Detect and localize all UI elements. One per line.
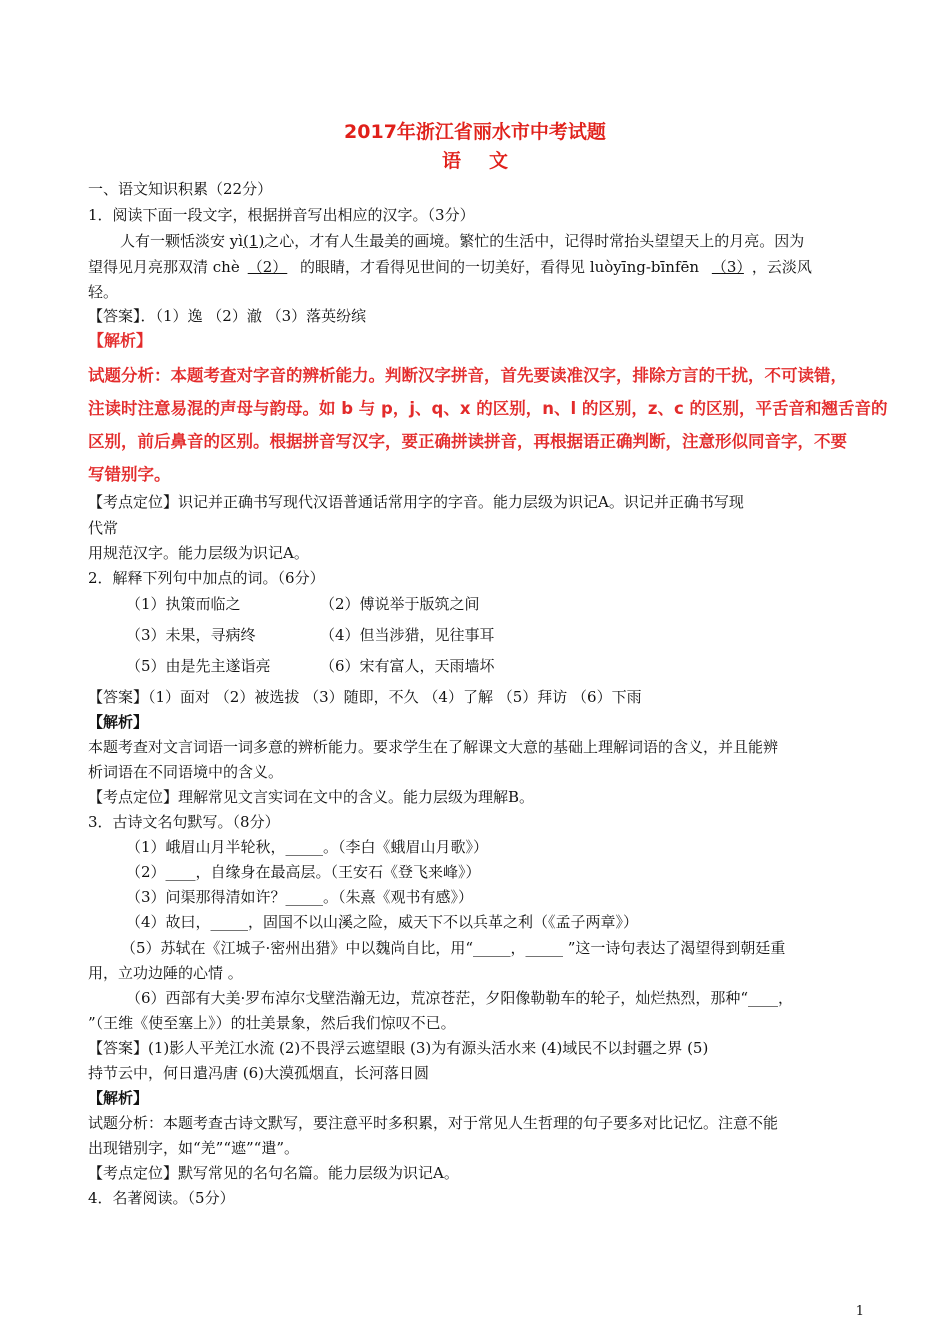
q2-analysis: 析词语在不同语境中的含义。 xyxy=(88,763,284,781)
q3-stem: 3．古诗文名句默写。（8分） xyxy=(88,813,280,831)
subject-title: 语文 xyxy=(441,150,536,172)
q3-analysis-heading: 【解析】 xyxy=(88,1089,149,1107)
q1-analysis-line: 写错别字。 xyxy=(88,465,171,484)
exam-title: 2017年浙江省丽水市中考试题 xyxy=(344,121,606,143)
q1-blank-3: （3） xyxy=(711,258,744,276)
q2-answer: 【答案】（1）面对 （2）被选拔 （3）随即，不久 （4）了解 （5）拜访 （6）下雨 xyxy=(88,688,642,706)
q2-stem: 2．解释下列句中加点的词。（6分） xyxy=(88,569,325,587)
q1-analysis-heading: 【解析】 xyxy=(88,331,153,350)
q4-stem: 4．名著阅读。（5分） xyxy=(88,1189,235,1207)
q2-item: （5）由是先主遂诣亮 xyxy=(126,657,271,675)
q2-item: （1）执策而临之 xyxy=(126,595,241,613)
q1-stem: 1．阅读下面一段文字，根据拼音写出相应的汉字。（3分） xyxy=(88,206,475,224)
q3-item: （5）苏轼在《江城子·密州出猎》中以魏尚自比，用“_____，_____ ”这一诗句表达了渴望得到朝廷重 xyxy=(121,939,786,957)
q3-item: （1）峨眉山月半轮秋，_____。（李白《蛾眉山月歌》） xyxy=(126,838,489,856)
q2-item: （6）宋有富人，天雨墙坏 xyxy=(320,657,495,675)
q1-text: 人有一颗恬淡安 yì xyxy=(120,232,244,250)
q1-passage-line3: 轻。 xyxy=(88,283,119,301)
page-number: 1 xyxy=(855,1304,864,1319)
q3-answer: 【答案】(1)影人平羌江水流 (2)不畏浮云遮望眼 (3)为有源头活水来 (4)域民不以封疆之界 (5) xyxy=(88,1039,709,1057)
q1-kaodian: 用规范汉字。能力层级为识记A。 xyxy=(88,544,309,562)
q1-blank-2: （2） xyxy=(247,258,288,276)
q1-blank-1: (1) xyxy=(243,232,265,250)
q3-item: （3）问渠那得清如许？_____。（朱熹《观书有感》） xyxy=(126,888,474,906)
q1-analysis-line: 区别，前后鼻音的区别。根据拼音写汉字，要正确拼读拼音，再根据语正确判断，注意形似同音字，不要 xyxy=(88,432,847,451)
q1-text: ，云淡风 xyxy=(751,258,812,276)
q3-answer: 持节云中，何日遣冯唐 (6)大漠孤烟直，长河落日圆 xyxy=(88,1064,430,1082)
q1-analysis-line: 试题分析：本题考查对字音的辨析能力。判断汉字拼音，首先要读准汉字，排除方言的干扰，不可读错， xyxy=(88,366,847,385)
q2-item: （2）傅说举于版筑之间 xyxy=(320,595,480,613)
q2-analysis-heading: 【解析】 xyxy=(88,713,149,731)
q1-passage-line1 xyxy=(120,230,804,252)
q3-analysis: 试题分析：本题考查古诗文默写，要注意平时多积累，对于常见人生哲理的句子要多对比记忆。注意不能 xyxy=(88,1114,779,1132)
q2-item: （4）但当涉猎，见往事耳 xyxy=(320,626,495,644)
q1-text: 之心，才有人生最美的画境。繁忙的生活中，记得时常抬头望望天上的月亮。因为 xyxy=(264,232,805,250)
q3-item: 用，立功边陲的心情 。 xyxy=(88,964,243,982)
section-heading: 一、语文知识积累（22分） xyxy=(88,180,273,198)
q2-item: （3）未果，寻病终 xyxy=(126,626,256,644)
q3-item: （4）故曰，_____，固国不以山溪之险，威天下不以兵革之利（《孟子两章》） xyxy=(126,913,639,931)
q1-kaodian: 代常 xyxy=(88,519,119,537)
q1-answer: 【答案】．（1）逸 （2）澈 （3）落英纷缤 xyxy=(88,307,367,325)
q2-analysis: 本题考查对文言词语一词多意的辨析能力。要求学生在了解课文大意的基础上理解词语的含义，并且能辨 xyxy=(88,738,779,756)
q3-kaodian: 【考点定位】默写常见的名句名篇。能力层级为识记A。 xyxy=(88,1164,459,1182)
q3-item: （2）____，自缘身在最高层。（王安石《登飞来峰》） xyxy=(126,863,481,881)
q3-item: （6）西部有大美·罗布淖尔戈壁浩瀚无边，荒凉苍茫，夕阳像勒勒车的轮子，灿烂热烈，那种“____， xyxy=(126,989,793,1007)
q1-analysis-line: 注读时注意易混的声母与韵母。如 b 与 p，j、q、x 的区别，n、l 的区别，z、c 的区别，平舌音和翘舌音的 xyxy=(88,399,888,418)
q3-item: ”（王维《使至塞上》）的壮美景象，然后我们惊叹不已。 xyxy=(88,1014,456,1032)
q1-kaodian: 【考点定位】识记并正确书写现代汉语普通话常用字的字音。能力层级为识记A。识记并正确书写现 xyxy=(88,493,744,511)
q1-text: 望得见月亮那双清 chè xyxy=(88,258,240,276)
q3-analysis: 出现错别字，如“羌”“遮”“遣”。 xyxy=(88,1139,300,1157)
q2-kaodian: 【考点定位】理解常见文言实词在文中的含义。能力层级为理解B。 xyxy=(88,788,535,806)
q1-text: 的眼睛，才看得见世间的一切美好，看得见 luòyīng-bīnfēn xyxy=(300,258,700,276)
q1-passage-line2 xyxy=(88,256,812,278)
